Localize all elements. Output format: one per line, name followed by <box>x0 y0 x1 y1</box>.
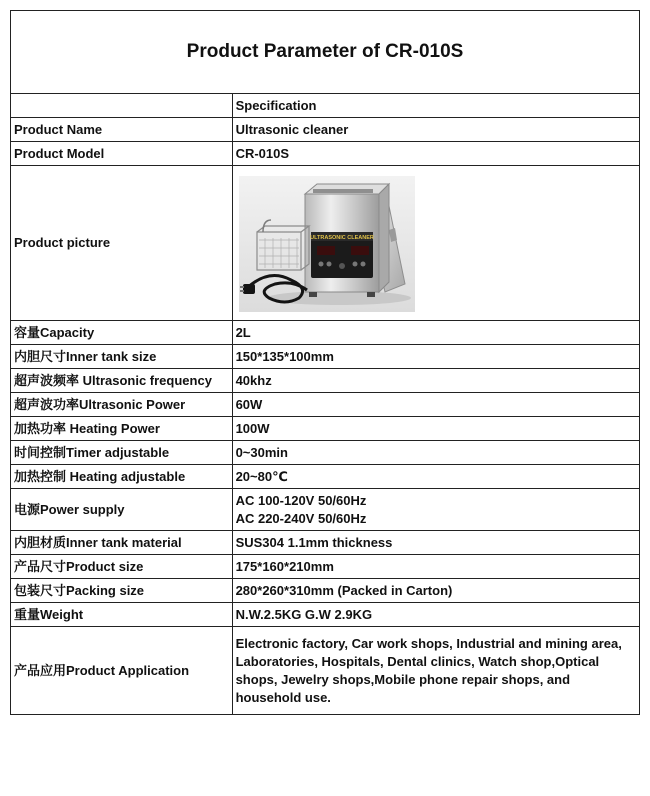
row-label: Product Model <box>11 142 233 166</box>
row-value-line: AC 220-240V 50/60Hz <box>235 510 367 526</box>
row-label: 超声波频率 Ultrasonic frequency <box>11 369 233 393</box>
row-value: 40khz <box>232 369 639 393</box>
table-row-picture <box>11 166 640 321</box>
row-value: 280*260*310mm (Packed in Carton) <box>232 579 639 603</box>
row-value: 150*135*100mm <box>232 345 639 369</box>
table-row <box>11 393 640 417</box>
row-label: 时间控制Timer adjustable <box>11 441 233 465</box>
row-value-line: AC 100-120V 50/60Hz <box>235 492 367 508</box>
title-row <box>11 11 640 94</box>
table-row <box>11 531 640 555</box>
table-row <box>11 579 640 603</box>
header-specification: Specification <box>232 94 639 118</box>
row-label: 加热功率 Heating Power <box>11 417 233 441</box>
row-value: 175*160*210mm <box>232 555 639 579</box>
row-value: Ultrasonic cleaner <box>232 118 639 142</box>
row-label: 重量Weight <box>11 603 233 627</box>
row-value: 2L <box>232 321 639 345</box>
row-label: 产品应用Product Application <box>11 627 233 715</box>
table-row <box>11 345 640 369</box>
row-label: 电源Power supply <box>11 489 233 531</box>
table-row <box>11 627 640 715</box>
product-photo <box>239 176 415 312</box>
row-label: 产品尺寸Product size <box>11 555 233 579</box>
row-value: 20~80℃ <box>232 465 639 489</box>
table-row <box>11 465 640 489</box>
parameter-table <box>10 10 640 715</box>
row-label: 内胆尺寸Inner tank size <box>11 345 233 369</box>
row-label: 加热控制 Heating adjustable <box>11 465 233 489</box>
row-value: CR-010S <box>232 142 639 166</box>
row-value: 60W <box>232 393 639 417</box>
table-row <box>11 369 640 393</box>
table-row <box>11 142 640 166</box>
row-label: 容量Capacity <box>11 321 233 345</box>
row-label: 包装尺寸Packing size <box>11 579 233 603</box>
header-row <box>11 94 640 118</box>
row-value <box>232 489 639 531</box>
row-label: 内胆材质Inner tank material <box>11 531 233 555</box>
table-row <box>11 118 640 142</box>
header-empty-cell <box>11 94 233 118</box>
page-title: Product Parameter of CR-010S <box>11 11 640 94</box>
product-picture-cell <box>232 166 639 321</box>
row-label: Product Name <box>11 118 233 142</box>
row-value: SUS304 1.1mm thickness <box>232 531 639 555</box>
parameter-sheet <box>10 10 640 715</box>
row-value: 0~30min <box>232 441 639 465</box>
panel-text: ULTRASONIC CLEANER <box>309 235 374 241</box>
row-value: 100W <box>232 417 639 441</box>
row-value: N.W.2.5KG G.W 2.9KG <box>232 603 639 627</box>
row-label: Product picture <box>11 166 233 321</box>
table-row <box>11 555 640 579</box>
row-label: 超声波功率Ultrasonic Power <box>11 393 233 417</box>
table-row <box>11 489 640 531</box>
table-row <box>11 321 640 345</box>
table-row <box>11 417 640 441</box>
row-value: Electronic factory, Car work shops, Industrial and mining area, Laboratories, Hospitals, Dental clinics, Watch shop,Optical shops, Jewelry shops,Mobile phone repair shops, and household use. <box>232 627 639 715</box>
table-row <box>11 603 640 627</box>
table-row <box>11 441 640 465</box>
